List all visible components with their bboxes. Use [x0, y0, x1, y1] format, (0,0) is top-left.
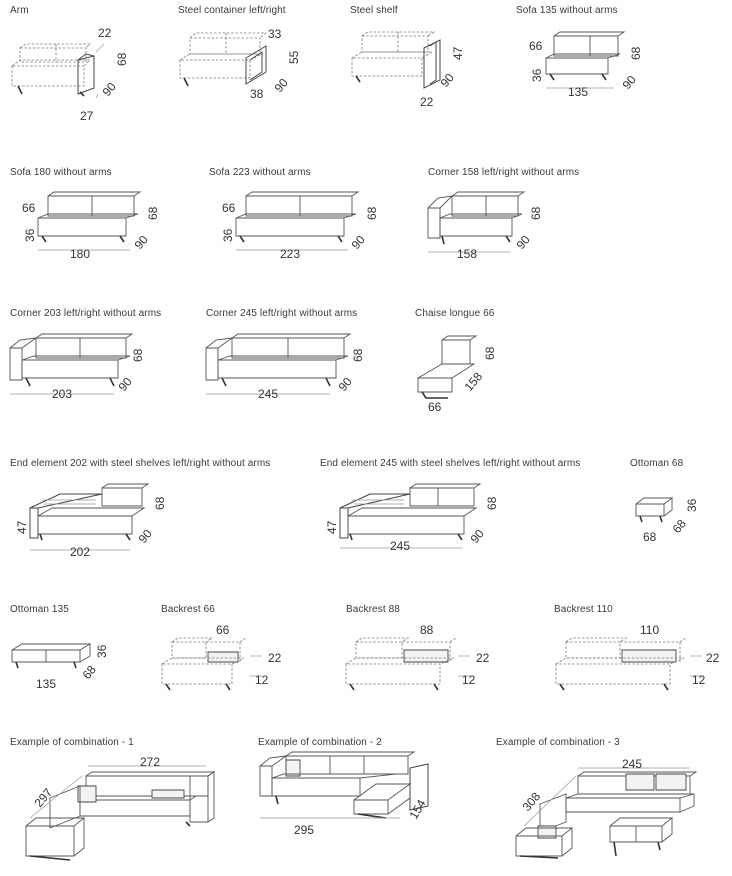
dim-label: 308 — [519, 789, 544, 814]
dim-label: 295 — [294, 823, 315, 837]
caption-combination-1: Example of combination - 1 — [10, 737, 134, 748]
dim-label: 202 — [70, 545, 91, 559]
caption-backrest-66: Backrest 66 — [161, 604, 215, 615]
caption-corner-158: Corner 158 left/right without arms — [428, 167, 580, 178]
dim-label: 223 — [280, 247, 301, 261]
drawing-sofa-223 — [221, 192, 379, 261]
caption-ottoman-135: Ottoman 135 — [10, 604, 69, 615]
dim-label: 68 — [485, 496, 499, 510]
drawing-sofa-135 — [529, 32, 643, 99]
dim-label: 203 — [52, 387, 73, 401]
drawing-sofa-180 — [22, 192, 160, 261]
caption-steel-shelf: Steel shelf — [350, 5, 398, 16]
caption-sofa-135: Sofa 135 without arms — [516, 5, 618, 16]
dim-label: 245 — [622, 757, 643, 771]
dim-label: 90 — [131, 232, 151, 252]
drawing-chaise-longue — [418, 336, 497, 414]
dim-label: 47 — [325, 520, 339, 534]
drawing-combination-1 — [26, 755, 214, 860]
caption-chaise-longue: Chaise longue 66 — [415, 308, 495, 319]
drawing-end-element-245 — [325, 484, 499, 553]
dim-label: 68 — [629, 46, 643, 60]
dim-label: 158 — [461, 369, 486, 394]
dim-label: 66 — [22, 201, 36, 215]
dim-label: 12 — [692, 673, 706, 687]
caption-sofa-180: Sofa 180 without arms — [10, 167, 112, 178]
drawing-backrest-88 — [346, 623, 490, 690]
caption-sofa-223: Sofa 223 without arms — [209, 167, 311, 178]
dim-label: 36 — [95, 644, 109, 658]
caption-backrest-110: Backrest 110 — [554, 604, 613, 615]
drawing-corner-158 — [428, 192, 543, 261]
caption-arm: Arm — [10, 5, 29, 16]
dim-label: 68 — [669, 516, 689, 536]
caption-ottoman-68: Ottoman 68 — [630, 458, 684, 469]
dim-label: 38 — [250, 87, 264, 101]
dim-label: 36 — [685, 498, 699, 512]
dim-label: 272 — [140, 755, 161, 769]
dim-label: 47 — [451, 46, 465, 60]
dim-label: 12 — [462, 673, 476, 687]
drawing-combination-2 — [260, 752, 429, 837]
drawing-arm — [12, 26, 129, 123]
dim-label: 66 — [222, 201, 236, 215]
caption-end-element-245: End element 245 with steel shelves left/right without arms — [320, 458, 581, 469]
dim-label: 68 — [115, 52, 129, 66]
dim-label: 90 — [619, 72, 639, 92]
dim-label: 68 — [365, 206, 379, 220]
dim-label: 90 — [135, 526, 155, 546]
dim-label: 68 — [146, 206, 160, 220]
dim-label: 66 — [529, 39, 543, 53]
dim-label: 68 — [643, 530, 657, 544]
dim-label: 66 — [216, 623, 230, 637]
dim-label: 154 — [406, 797, 429, 822]
dim-label: 90 — [335, 374, 355, 394]
caption-combination-2: Example of combination - 2 — [258, 737, 382, 748]
dim-label: 66 — [428, 400, 442, 414]
drawing-steel-shelf — [352, 32, 465, 109]
dim-label: 68 — [351, 348, 365, 362]
dim-label: 158 — [457, 247, 478, 261]
drawing-backrest-66 — [162, 623, 282, 690]
dim-label: 36 — [221, 228, 235, 242]
dim-label: 68 — [79, 662, 99, 682]
dim-label: 90 — [513, 232, 533, 252]
dim-label: 90 — [99, 79, 119, 99]
dim-label: 245 — [258, 387, 279, 401]
dim-label: 36 — [23, 228, 37, 242]
caption-end-element-202: End element 202 with steel shelves left/right without arms — [10, 458, 271, 469]
dim-label: 55 — [287, 50, 301, 64]
caption-backrest-88: Backrest 88 — [346, 604, 400, 615]
caption-steel-container: Steel container left/right — [178, 5, 286, 16]
dim-label: 88 — [420, 623, 434, 637]
dim-label: 22 — [706, 651, 720, 665]
dim-label: 22 — [476, 651, 490, 665]
drawing-ottoman-135 — [12, 644, 109, 691]
dim-label: 68 — [131, 348, 145, 362]
caption-corner-203: Corner 203 left/right without arms — [10, 308, 162, 319]
drawing-combination-3 — [516, 757, 696, 858]
dim-label: 22 — [420, 95, 434, 109]
dim-label: 68 — [153, 496, 167, 510]
drawing-steel-container — [180, 27, 301, 101]
dim-label: 27 — [80, 109, 94, 123]
drawing-end-element-202 — [15, 484, 167, 559]
dim-label: 22 — [98, 26, 112, 40]
dim-label: 135 — [36, 677, 57, 691]
drawing-corner-203 — [10, 334, 145, 401]
dim-label: 90 — [437, 70, 457, 90]
dim-label: 90 — [115, 374, 135, 394]
dim-label: 90 — [467, 526, 487, 546]
dim-label: 68 — [529, 206, 543, 220]
dim-label: 180 — [70, 247, 91, 261]
dim-label: 90 — [271, 75, 291, 95]
dim-label: 36 — [530, 68, 544, 82]
dim-label: 245 — [390, 539, 411, 553]
dim-label: 297 — [31, 785, 56, 810]
dim-label: 47 — [15, 520, 29, 534]
caption-corner-245: Corner 245 left/right without arms — [206, 308, 358, 319]
dim-label: 90 — [348, 232, 368, 252]
dim-label: 68 — [483, 346, 497, 360]
drawing-corner-245 — [206, 334, 365, 401]
drawing-ottoman-68 — [636, 498, 699, 544]
drawing-backrest-110 — [556, 623, 720, 690]
dim-label: 135 — [568, 85, 589, 99]
dim-label: 22 — [268, 651, 282, 665]
dim-label: 110 — [640, 623, 660, 637]
dim-label: 33 — [268, 27, 282, 41]
dim-label: 12 — [255, 673, 269, 687]
caption-combination-3: Example of combination - 3 — [496, 737, 620, 748]
